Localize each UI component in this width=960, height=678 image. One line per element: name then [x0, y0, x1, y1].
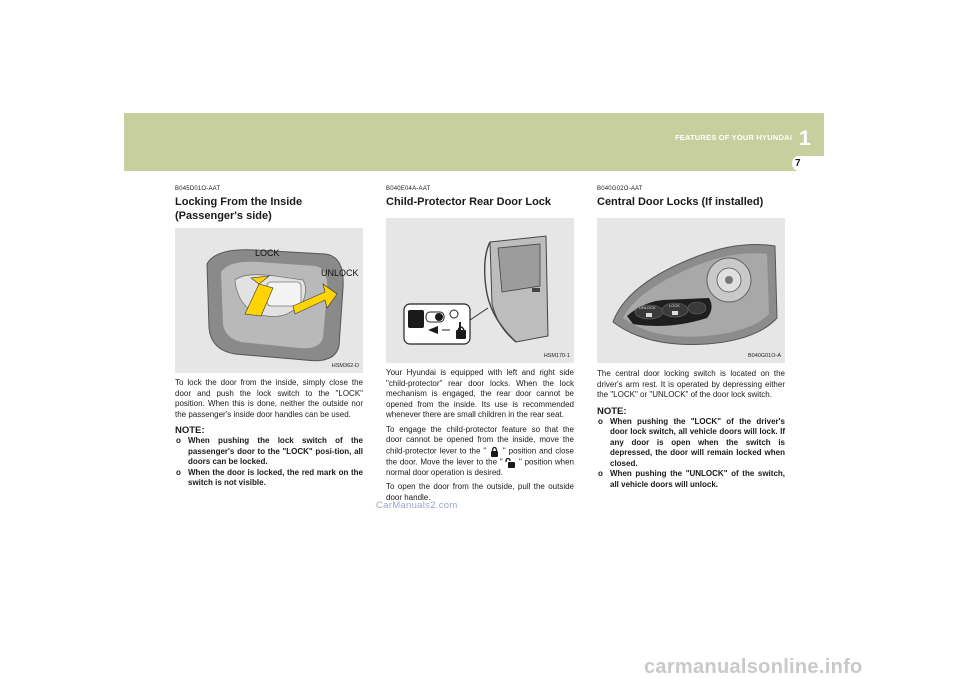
lock-button-label: LOCK — [669, 303, 680, 308]
figure-code: B040G01O-A — [747, 353, 781, 359]
section-code: B040G02O-AAT — [597, 186, 643, 192]
watermark-carmanuals2: CarManuals2.com — [376, 500, 458, 511]
chapter-number: 1 — [799, 127, 811, 150]
note-heading: NOTE: — [597, 405, 627, 417]
body-paragraph: To engage the child-protector feature so that the door cannot be opened from the inside, move the child-protector lever to the " " position and close the door. Move the lever to the " " position when normal door operation is desired. — [386, 424, 574, 477]
body-paragraph: Your Hyundai is equipped with left and right side "child-protector" rear door locks. When the lock mechanism is engaged, the rear door cannot be opened from the inside. Its use is recommended whenever there are small children in the rear seat. — [386, 368, 574, 419]
section-title: Locking From the Inside (Passenger's side) — [175, 196, 303, 222]
section-title: Child-Protector Rear Door Lock — [386, 196, 552, 208]
note-heading: NOTE: — [175, 425, 205, 436]
watermark-carmanualsonline: carmanualsonline.info — [644, 656, 863, 678]
section-locking-inside — [175, 186, 363, 489]
section-central-door-locks — [597, 186, 785, 490]
rear-door-figure — [386, 218, 574, 363]
central-lock-figure — [597, 218, 785, 363]
unlock-button-label: UNLOCK — [639, 305, 656, 310]
unlock-label: UNLOCK — [321, 268, 359, 278]
note-item: o When pushing the "UNLOCK" of the switch, all vehicle doors will unlock. — [598, 469, 785, 489]
central-lock-illustration — [597, 218, 785, 363]
section-code: B045D01O-AAT — [175, 186, 221, 192]
page-number: 7 — [795, 158, 801, 169]
figure-code: HSM362-D — [331, 363, 359, 369]
lock-closed-icon — [489, 446, 500, 457]
section-code: B040E04A-AAT — [386, 186, 431, 192]
body-paragraph: The central door locking switch is located on the driver's arm rest. It is operated by depressing either the "LOCK" or "UNLOCK" of the door lock switch. — [597, 369, 785, 399]
header-band — [124, 113, 824, 171]
lock-open-icon — [505, 457, 516, 468]
section-title: Central Door Locks (If installed) — [597, 196, 764, 208]
rear-door-illustration — [386, 218, 574, 363]
bullet: o — [598, 469, 603, 478]
door-handle-figure — [175, 228, 363, 373]
note-item: o When the door is locked, the red mark on the switch is not visible. — [176, 467, 363, 487]
chapter-title: FEATURES OF YOUR HYUNDAI — [674, 133, 792, 142]
bullet: o — [176, 436, 181, 445]
lock-label: LOCK — [255, 248, 280, 258]
body-paragraph: To lock the door from the inside, simply close the door and push the lock switch to the "LOCK" position. When this is done, neither the outside nor the passenger's inside door handles can be used. — [175, 378, 363, 419]
note-item: o When pushing the lock switch of the passenger's door to the "LOCK" posi-tion, all doors can be locked. — [176, 436, 363, 466]
body-paragraph: To open the door from the outside, pull the outside door handle. — [386, 482, 574, 502]
note-item: o When pushing the "LOCK" of the driver's door lock switch, all vehicle doors will lock. If any door is open when the switch is depressed, the door will remain locked when closed. — [598, 416, 785, 468]
bullet: o — [598, 416, 603, 426]
bullet: o — [176, 467, 181, 477]
figure-code: HSM170-1 — [543, 353, 570, 359]
section-child-protector — [386, 186, 574, 503]
